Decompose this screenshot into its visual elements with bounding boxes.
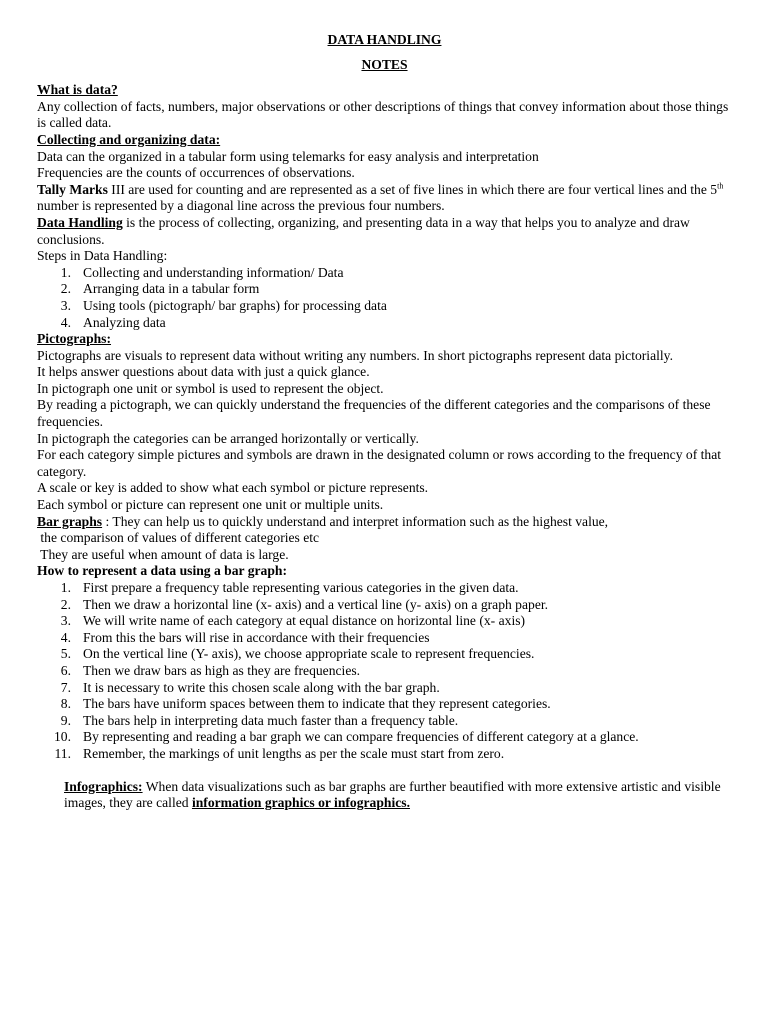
list-number: 3.: [60, 613, 71, 629]
list-number: 4.: [60, 629, 71, 645]
how-to-heading: How to represent a data using a bar graph:: [37, 563, 287, 579]
collecting-heading: Collecting and organizing data:: [37, 131, 221, 147]
list-text: The bars help in interpreting data much faster than a frequency table.: [83, 712, 459, 728]
steps-list: [37, 265, 732, 331]
tally-marks-sup: th: [717, 181, 724, 191]
infographics-bold-term: information graphics or infographics.: [191, 795, 410, 811]
list-number: 2.: [60, 596, 71, 612]
list-text: First prepare a frequency table representing various categories in the given data.: [83, 580, 519, 595]
pictographs-line: By reading a pictograph, we can quickly understand the frequencies of the different categories and the comparisons of these frequencies.: [37, 397, 711, 430]
list-text: It is necessary to write this chosen scale along with the bar graph.: [83, 679, 440, 695]
tally-marks-text: III are used for counting and are represented as a set of five lines in which there are four vertical lines and the 5: [107, 181, 718, 197]
list-item: [37, 713, 732, 730]
list-item: [37, 696, 732, 713]
list-item: [37, 630, 732, 647]
bar-graphs-paragraph: [37, 514, 732, 531]
list-item: [37, 746, 732, 763]
what-is-data-heading: What is data?: [37, 82, 118, 98]
list-number: 5.: [60, 646, 71, 662]
collecting-line-2: Frequencies are the counts of occurrences of observations.: [37, 165, 355, 181]
list-text: Then we draw a horizontal line (x- axis) and a vertical line (y- axis) on a graph paper.: [83, 596, 549, 612]
infographics-term: Infographics:: [64, 778, 143, 794]
bar-graphs-text: : They can help us to quickly understand and interpret information such as the highest value,: [102, 513, 609, 529]
list-text: Collecting and understanding information/ Data: [83, 264, 344, 280]
pictographs-heading: Pictographs:: [37, 331, 112, 347]
pictographs-line: It helps answer questions about data with just a quick glance.: [37, 364, 370, 380]
list-text: Remember, the markings of unit lengths as per the scale must start from zero.: [83, 745, 505, 761]
list-number: 7.: [60, 679, 71, 695]
list-item: [37, 281, 732, 298]
list-item: [37, 663, 732, 680]
pictographs-line: In pictograph the categories can be arranged horizontally or vertically.: [37, 430, 419, 446]
list-number: 1.: [60, 580, 71, 595]
list-text: Analyzing data: [83, 314, 166, 330]
document-subtitle: NOTES: [361, 56, 408, 72]
pictographs-line: Pictographs are visuals to represent data without writing any numbers. In short pictographs represent data pictorially.: [37, 347, 673, 363]
pictographs-line: A scale or key is added to show what each symbol or picture represents.: [37, 480, 429, 496]
infographics-paragraph: [37, 779, 732, 812]
steps-heading: Steps in Data Handling:: [37, 248, 168, 264]
list-number: 2.: [60, 281, 71, 297]
list-text: On the vertical line (Y- axis), we choose appropriate scale to represent frequencies.: [83, 646, 535, 662]
list-item: [37, 265, 732, 282]
list-number: 6.: [60, 662, 71, 678]
list-text: Then we draw bars as high as they are frequencies.: [83, 662, 361, 678]
data-handling-text: is the process of collecting, organizing, and presenting data in a way that helps you to analyze and draw conclusions.: [37, 214, 690, 247]
list-text: Arranging data in a tabular form: [83, 281, 260, 297]
tally-marks-term: Tally Marks: [37, 181, 108, 197]
list-text: Using tools (pictograph/ bar graphs) for processing data: [83, 297, 387, 313]
bar-graphs-line-2: the comparison of values of different categories etc: [37, 530, 320, 546]
list-item: [37, 729, 732, 746]
list-item: [37, 680, 732, 697]
tally-marks-paragraph: [37, 182, 732, 215]
list-number: 1.: [60, 264, 71, 280]
how-to-list: [37, 580, 732, 763]
list-item: [37, 613, 732, 630]
tally-marks-text-end: number is represented by a diagonal line across the previous four numbers.: [37, 198, 445, 214]
list-number: 8.: [60, 696, 71, 712]
list-number: 3.: [60, 297, 71, 313]
list-number: 9.: [60, 712, 71, 728]
list-item: [37, 597, 732, 614]
list-item: [37, 298, 732, 315]
document-title: DATA HANDLING: [327, 32, 442, 47]
pictographs-line: In pictograph one unit or symbol is used to represent the object.: [37, 380, 384, 396]
bar-graphs-line-3: They are useful when amount of data is large.: [37, 546, 289, 562]
document-page: [37, 32, 732, 812]
list-text: From this the bars will rise in accordance with their frequencies: [83, 629, 430, 645]
list-text: By representing and reading a bar graph we can compare frequencies of different category at a glance.: [83, 729, 639, 745]
list-item: [37, 580, 732, 597]
list-text: We will write name of each category at equal distance on horizontal line (x- axis): [83, 613, 526, 629]
spacer: [37, 763, 732, 779]
list-number: 11.: [54, 745, 71, 761]
what-is-data-text: Any collection of facts, numbers, major observations or other descriptions of things that convey information about those things is called data.: [37, 98, 729, 131]
infographics-text: When data visualizations such as bar graphs are further beautified with more extensive artistic and visible images, they are called: [64, 778, 721, 811]
data-handling-paragraph: [37, 215, 732, 248]
pictographs-line: Each symbol or picture can represent one unit or multiple units.: [37, 497, 384, 513]
list-number: 10.: [54, 729, 71, 745]
data-handling-term: Data Handling: [37, 214, 123, 230]
bar-graphs-term: Bar graphs: [37, 513, 103, 529]
list-item: [37, 315, 732, 332]
pictographs-line: For each category simple pictures and symbols are drawn in the designated column or rows according to the frequency of that category.: [37, 447, 722, 479]
list-text: The bars have uniform spaces between them to indicate that they represent categories.: [83, 696, 551, 712]
collecting-line-1: Data can the organized in a tabular form using telemarks for easy analysis and interpretation: [37, 148, 539, 164]
list-item: [37, 646, 732, 663]
list-number: 4.: [60, 314, 71, 330]
